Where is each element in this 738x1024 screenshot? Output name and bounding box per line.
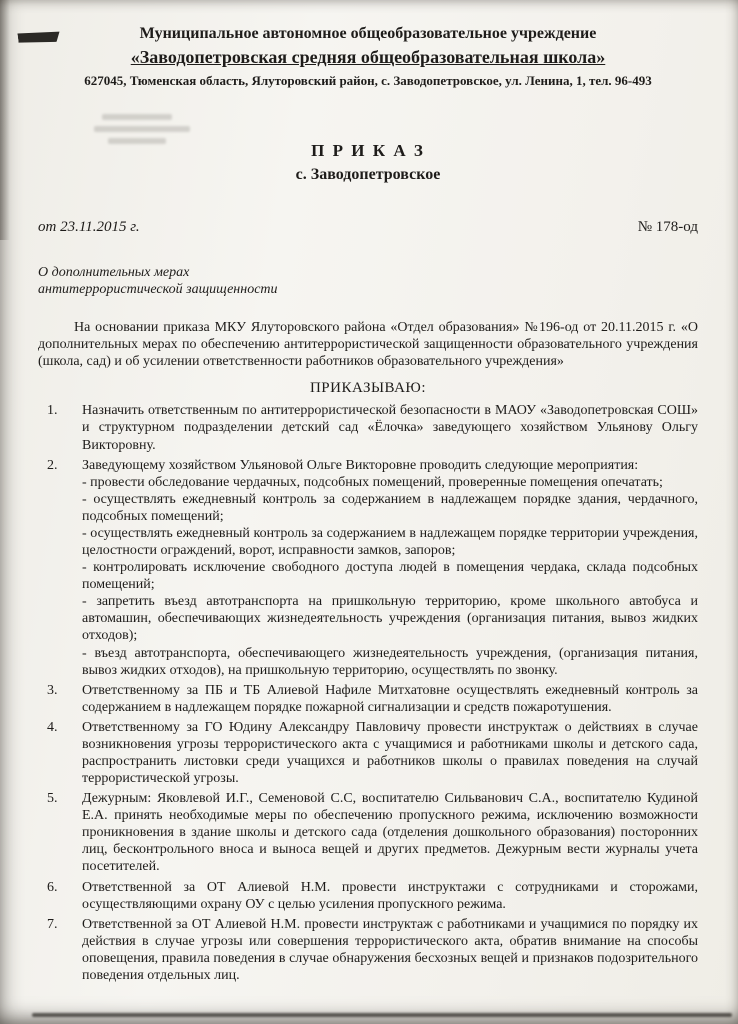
scan-artifact-edge-smudge [0,0,10,240]
order-item-6 [38,879,698,913]
item-text: Ответственной за ОТ Алиевой Н.М. провести инструктажи с сотрудниками и сторожами, осуществляющими охрану ОУ с целью усиления пропускного режима. [82,879,698,912]
item-number: 2. [47,457,58,473]
item-subitem: - провести обследование чердачных, подсобных помещений, проверенные помещения опечатать; [82,474,663,490]
item-text: Ответственному за ГО Юдину Александру Павловичу провести инструктаж о действиях в случае возникновения угрозы террористического акта с учащимися и работниками школы и детского сада, распространить листовки среди учащихся и работников школы о правилах поведения на случай террористической угрозы. [82,719,698,787]
resolution-word: ПРИКАЗЫВАЮ: [309,380,427,397]
item-text: Дежурным: Яковлевой И.Г., Семеновой С.С, воспитателю Сильванович С.А., воспитателю Кудиной Е.А. принять необходимые меры по обеспечению пропускного режима, исключению возможности проникновения в здание школы и детского сада (отделения дошкольного образования) посторонних лиц, бесконтрольного вноса и выноса вещей и других предметов. Дежурным вести журналы учета посетителей. [82,791,698,875]
document-content [38,24,698,984]
document-place: с. Заводопетровское [295,166,441,184]
title-block [38,141,698,184]
subject-line1: О дополнительных мерах [38,264,190,280]
item-text: Ответственному за ПБ и ТБ Алиевой Нафиле Митхатовне осуществлять ежедневный контроль за содержанием в надлежащем порядке пожарной сигнализации и средств пожаротушения. [82,682,698,715]
item-text: Заведующему хозяйством Ульяновой Ольге Викторовне проводить следующие мероприятия: [82,457,639,473]
item-number: 5. [47,791,58,807]
preamble-paragraph: На основании приказа МКУ Ялуторовского района «Отдел образования» №196-од от 20.11.2015 г. «О дополнительных мерах по обеспечению антитеррористической защищенности образовательного учреждения (школа, сад) и об усилении ответственности работников образовательного учреждения» [38,319,698,370]
subject-line2: антитеррористической защищенности [38,282,278,298]
item-body [82,457,698,679]
org-name-line1: Муниципальное автономное общеобразовательное учреждение [139,25,597,42]
document-number: № 178-од [637,218,698,235]
org-name-line2: «Заводопетровская средняя общеобразовательная школа» [130,46,606,67]
item-number: 1. [47,403,58,419]
order-item-1 [38,402,698,453]
document-title: П Р И К А З [311,141,425,161]
item-subitem: - запретить въезд автотранспорта на пришкольную территорию, кроме школьного автобуса и автомашин, обеспечивающих жизнедеятельность учреждения (организация питания, вывоз жидких отходов); [82,594,698,644]
item-subitem: - осуществлять ежедневный контроль за содержанием в надлежащем порядке здания, чердачного, подсобных помещений; [82,491,698,524]
date-number-row [38,218,698,236]
item-number: 7. [47,916,58,932]
item-text: Ответственной за ОТ Алиевой Н.М. провести инструктаж с работниками и учащимися по порядку их действия в случае угрозы или совершения террористического акта, обратив внимание на способы оповещения, правила поведения в случае обнаружения бесхозных вещей и признаков подозрительного поведения отдельных лиц. [82,916,698,983]
order-item-2 [38,457,698,679]
document-date: от 23.11.2015 г. [38,218,140,235]
subject-block [38,264,698,299]
item-subitem: - осуществлять ежедневный контроль за содержанием в надлежащем порядке территории учреждения, целостности ограждений, ворот, исправности замков, запоров; [82,525,698,559]
item-subitem: - контролировать исключение свободного доступа людей в помещения чердака, склада подсобных помещений; [82,560,698,593]
order-item-5 [38,790,698,875]
org-address: 627045, Тюменская область, Ялуторовский район, с. Заводопетровское, ул. Ленина, 1, тел. 96-493 [84,73,652,89]
item-number: 6. [47,879,58,895]
order-items-list [38,402,698,984]
order-item-3 [38,682,698,716]
item-text: Назначить ответственным по антитеррористической безопасности в МАОУ «Заводопетровская СОШ» и структурном подразделении детский сад «Ёлочка» заведующего хозяйством Ульянову Ольгу Викторовну. [82,403,698,453]
scan-artifact-bottom-edge [32,1013,732,1017]
item-number: 3. [47,682,58,698]
order-item-4 [38,719,698,787]
item-subitem: - въезд автотранспорта, обеспечивающего жизнедеятельность учреждения, (организация питания, вывоз жидких отходов), на пришкольную территорию, осуществлять по звонку. [82,645,698,678]
order-item-7 [38,916,698,984]
item-number: 4. [47,719,58,735]
